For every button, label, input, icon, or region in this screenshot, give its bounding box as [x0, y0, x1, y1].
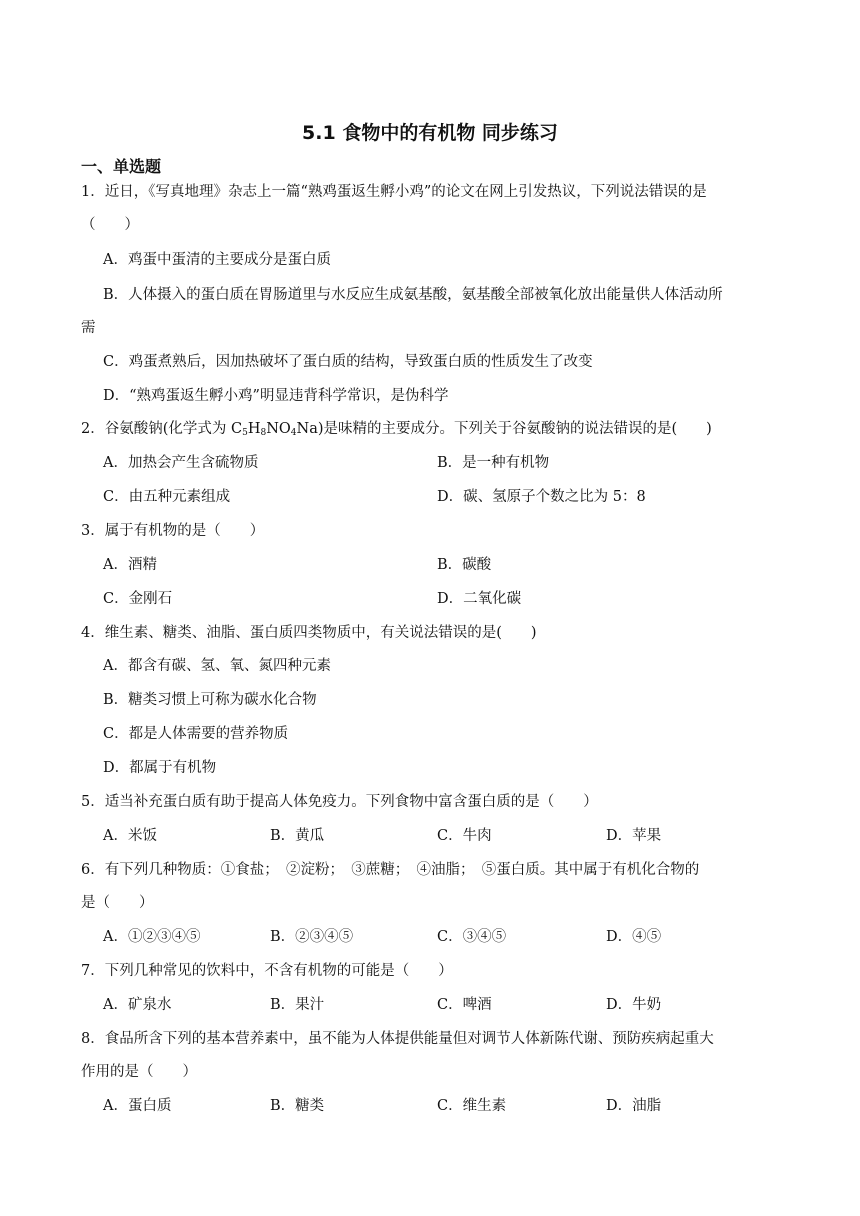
question-7-stem: 7．下列几种常见的饮料中，不含有机物的可能是（ ）: [81, 963, 453, 979]
question-3-option-d: D．二氧化碳: [437, 591, 522, 607]
question-3-option-b: B．碳酸: [437, 557, 492, 573]
question-5-option-c: C．牛肉: [437, 828, 492, 844]
question-8-option-a: A．蛋白质: [103, 1098, 172, 1114]
question-4-option-c: C．都是人体需要的营养物质: [103, 726, 289, 742]
question-6-option-b: B．②③④⑤: [270, 929, 354, 945]
question-1-stem-continued: （ ）: [81, 217, 139, 233]
question-5-option-d: D．苹果: [606, 828, 662, 844]
question-8-option-c: C．维生素: [437, 1098, 507, 1114]
question-1-option-a: A．鸡蛋中蛋清的主要成分是蛋白质: [103, 252, 331, 268]
question-2-option-c: C．由五种元素组成: [103, 489, 231, 505]
question-2-option-d: D．碳、氢原子个数之比为 5：8: [437, 489, 646, 505]
question-5-option-b: B．黄瓜: [270, 828, 325, 844]
question-7-option-c: C．啤酒: [437, 997, 492, 1013]
question-7-option-a: A．矿泉水: [103, 997, 172, 1013]
question-8-option-b: B．糖类: [270, 1098, 325, 1114]
question-1-option-d: D．“熟鸡蛋返生孵小鸡”明显违背科学常识，是伪科学: [103, 388, 449, 404]
question-6-stem-continued: 是（ ）: [81, 895, 154, 911]
question-7-option-b: B．果汁: [270, 997, 325, 1013]
question-7-option-d: D．牛奶: [606, 997, 662, 1013]
page-title: 5.1 食物中的有机物 同步练习: [302, 122, 558, 144]
question-8-option-d: D．油脂: [606, 1098, 662, 1114]
question-3-option-a: A．酒精: [103, 557, 157, 573]
question-1-option-b-continued: 需: [81, 320, 96, 336]
question-8-stem: 8．食品所含下列的基本营养素中，虽不能为人体提供能量但对调节人体新陈代谢、预防疾病起重大: [81, 1031, 714, 1047]
question-6-stem: 6．有下列几种物质：①食盐； ②淀粉； ③蔗糖； ④油脂； ⑤蛋白质。其中属于有机化合物的: [81, 862, 700, 878]
question-4-option-a: A．都含有碳、氢、氧、氮四种元素: [103, 658, 331, 674]
question-6-option-a: A．①②③④⑤: [103, 929, 201, 945]
question-3-stem: 3．属于有机物的是（ ）: [81, 523, 265, 539]
question-4-option-b: B．糖类习惯上可称为碳水化合物: [103, 692, 317, 708]
question-1-option-c: C．鸡蛋煮熟后，因加热破坏了蛋白质的结构，导致蛋白质的性质发生了改变: [103, 354, 593, 370]
question-3-option-c: C．金刚石: [103, 591, 173, 607]
section-heading: 一、单选题: [81, 157, 162, 176]
question-5-stem: 5．适当补充蛋白质有助于提高人体免疫力。下列食物中富含蛋白质的是（ ）: [81, 794, 598, 810]
question-6-option-d: D．④⑤: [606, 929, 662, 945]
question-6-option-c: C．③④⑤: [437, 929, 507, 945]
question-8-stem-continued: 作用的是（ ）: [81, 1064, 197, 1080]
question-5-option-a: A．米饭: [103, 828, 157, 844]
question-4-option-d: D．都属于有机物: [103, 760, 217, 776]
question-1-option-b: B．人体摄入的蛋白质在胃肠道里与水反应生成氨基酸，氨基酸全部被氧化放出能量供人体活动所: [103, 287, 723, 303]
question-2-stem: 2．谷氨酸钠(化学式为 $C_5H_8NO_4Na$)是味精的主要成分。下列关于谷氨酸钠的说法错误的是( ): [81, 421, 712, 438]
question-4-stem: 4．维生素、糖类、油脂、蛋白质四类物质中，有关说法错误的是( ): [81, 625, 537, 641]
question-2-option-a: A．加热会产生含硫物质: [103, 455, 259, 471]
question-2-option-b: B．是一种有机物: [437, 455, 550, 471]
question-1-stem: 1．近日，《写真地理》杂志上一篇“熟鸡蛋返生孵小鸡”的论文在网上引发热议，下列说法错误的是: [81, 184, 707, 200]
